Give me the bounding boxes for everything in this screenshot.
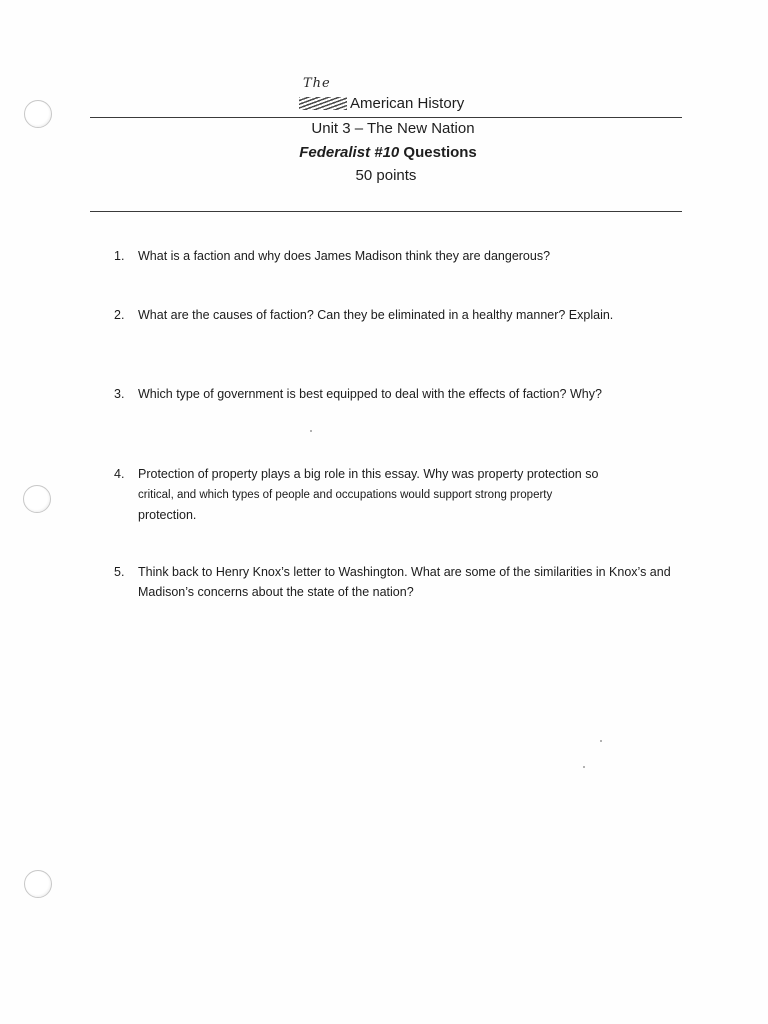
handwritten-insert: The <box>303 76 331 91</box>
scan-speck <box>600 740 602 742</box>
question-text: Which type of government is best equipped to deal with the effects of faction? Why? <box>138 387 602 401</box>
course-name: American History <box>350 95 465 112</box>
scan-speck <box>583 766 585 768</box>
question-text-line: protection. <box>138 508 197 522</box>
question-text-line: critical, and which types of people and occupations would support strong property <box>138 489 553 501</box>
question-text: What is a faction and why does James Madison think they are dangerous? <box>138 249 551 263</box>
header-divider-bottom <box>90 211 682 212</box>
question-text <box>138 464 674 525</box>
question-item <box>114 384 674 404</box>
unit-title: Unit 3 – The New Nation <box>311 120 475 137</box>
worksheet-title-rest: Questions <box>399 144 477 161</box>
question-text: What are the causes of faction? Can they be eliminated in a healthy manner? Explain. <box>138 308 614 322</box>
worksheet-title-italic: Federalist #10 <box>299 144 400 161</box>
punch-hole <box>23 485 51 513</box>
question-text: Think back to Henry Knox’s letter to Washington. What are some of the similarities in Knox’s and Madison’s concerns about the state of the nation? <box>138 565 671 599</box>
question-text-line: Protection of property plays a big role in this essay. Why was property protection so <box>138 467 599 481</box>
question-number: 3. <box>114 387 125 401</box>
question-number: 5. <box>114 565 125 579</box>
scan-speck <box>310 430 312 432</box>
question-number: 4. <box>114 467 125 481</box>
header-divider-top <box>90 117 682 118</box>
question-number: 1. <box>114 249 125 263</box>
question-number: 2. <box>114 308 125 322</box>
question-item <box>114 305 674 325</box>
question-item <box>114 464 674 525</box>
punch-hole <box>24 870 52 898</box>
question-item <box>114 562 674 602</box>
worksheet-title <box>4 144 768 162</box>
crossed-out-word <box>299 97 347 110</box>
question-item <box>114 246 674 266</box>
points-value: 50 points <box>355 167 417 184</box>
